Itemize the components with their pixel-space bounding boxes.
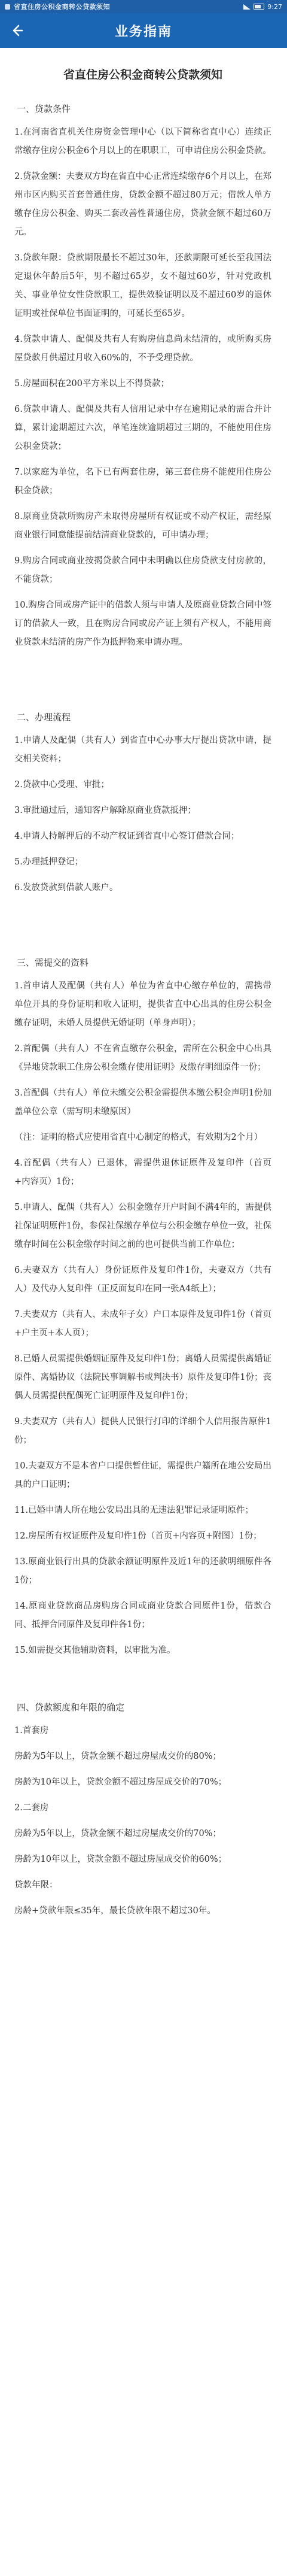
paragraph: 3.审批通过后，通知客户解除原商业贷款抵押； xyxy=(14,806,196,815)
paragraph: 13.原商业银行出具的贷款余额证明原件及近1年的还款明细原件各1份； xyxy=(14,1557,271,1585)
paragraph: 房龄为10年以上，贷款金额不超过房屋成交价的60%； xyxy=(14,1855,227,1864)
paragraph: 4.申请人持解押后的不动产权证到省直中心签订借款合同； xyxy=(14,832,240,841)
section-heading: 三、需提交的资料 xyxy=(17,957,89,968)
paragraph: 房龄+贷款年限≤35年，最长贷款年限不超过30年。 xyxy=(14,1906,216,1916)
battery-icon xyxy=(254,4,264,10)
paragraph: 4.贷款申请人、配偶及共有人有购房信息尚未结清的，或所购买房屋贷款月供超过月收入60%的，不予受理贷款。 xyxy=(14,335,271,363)
paragraph: 15.如需提交其他辅助资料，以审批为准。 xyxy=(14,1646,176,1655)
paragraph: （注：证明的格式应使用省直中心制定的格式，有效期为2个月） xyxy=(14,1133,263,1142)
document-title: 省直住房公积金商转公贷款须知 xyxy=(63,68,222,81)
paragraph: 14.原商业贷款商品房购房合同或商业贷款合同原件1份，借款合同、抵押合同原件及复印件各1份； xyxy=(14,1601,271,1630)
section-process xyxy=(14,711,271,897)
status-bar-app-title: 省直住房公积金商转公贷款须知 xyxy=(14,3,110,11)
paragraph: 5.房屋面积在200平方米以上不得贷款； xyxy=(14,379,170,389)
paragraph: 10.夫妻双方不是本省户口提供暂住证，需提供户籍所在地公安局出具的户口证明； xyxy=(14,1461,271,1489)
paragraph: 6.发放贷款到借款人账户。 xyxy=(14,883,118,893)
section-heading: 二、办理流程 xyxy=(17,712,71,723)
paragraph: 5.办理抵押登记； xyxy=(14,857,84,867)
paragraph: 房龄为5年以上，贷款金额不超过房屋成交价的80%； xyxy=(14,1752,221,1761)
paragraph: 7.以家庭为单位，名下已有两套住房，第三套住房不能使用住房公积金贷款； xyxy=(14,468,271,496)
paragraph: 4.首配偶（共有人）已退休，需提供退休证原件及复印件（首页+内容页）1份； xyxy=(14,1158,271,1187)
paragraph: 5.申请人、配偶（共有人）公积金缴存开户时间不满4年的，需提供社保证明原件1份，参保社保缴存单位与公积金缴存单位一致，社保缴存时间在公积金缴存时间之前的也可提供当前工作单位； xyxy=(14,1203,271,1249)
section-heading: 四、贷款额度和年限的确定 xyxy=(17,1702,125,1713)
app-notification-icon xyxy=(5,4,10,10)
paragraph: 2.贷款中心受理、审批； xyxy=(14,780,109,790)
paragraph: 1.首申请人及配偶（共有人）单位为省直中心缴存单位的，需携带单位开具的身份证明和收入证明，提供省直中心出具的住房公积金缴存证明，未婚人员提供无婚证明（单身声明）； xyxy=(14,981,271,1028)
status-bar-right xyxy=(243,3,282,11)
paragraph: 房龄为5年以上，贷款金额不超过房屋成交价的70%； xyxy=(14,1829,221,1838)
section-materials xyxy=(14,956,271,1660)
paragraph: 贷款年限： xyxy=(14,1880,58,1890)
section-heading: 一、贷款条件 xyxy=(17,104,71,114)
nav-bar xyxy=(0,13,287,48)
status-bar-left xyxy=(5,2,110,11)
arrow-left-icon[interactable] xyxy=(8,22,25,39)
paragraph: 2.二套房 xyxy=(14,1803,49,1813)
paragraph: 11.已婚申请人所在地公安局出具的无违法犯罪记录证明原件； xyxy=(14,1506,254,1515)
paragraph: 1.在河南省直机关住房资金管理中心（以下简称省直中心）连续正常缴存住房公积金6个月以上的在职职工，可申请住房公积金贷款。 xyxy=(14,128,271,156)
paragraph: 6.夫妻双方（共有人）身份证原件及复印件1份，夫妻双方（共有人）及代办人复印件（正反面复印在同一张A4纸上）； xyxy=(14,1266,271,1294)
paragraph: 6.贷款申请人、配偶及共有人信用记录中存在逾期记录的需合并计算，累计逾期超过六次，单笔连续逾期超过三期的，不能使用住房公积金贷款； xyxy=(14,405,271,451)
paragraph: 12.房屋所有权证原件及复印件1份（首页+内容页+附图）1份； xyxy=(14,1531,262,1541)
paragraph: 10.购房合同或房产证中的借款人须与申请人及原商业贷款合同中签订的借款人一致，且在购房合同或房产证上须有产权人，不能用商业贷款未结清的房产作为抵押物来申请办理。 xyxy=(14,600,271,647)
status-bar-time: 9:27 xyxy=(267,2,282,11)
nav-title: 业务指南 xyxy=(114,24,172,40)
paragraph: 1.首套房 xyxy=(14,1726,49,1735)
document-body xyxy=(0,66,287,1920)
paragraph: 8.已婚人员需提供婚姻证原件及复印件1份；离婚人员需提供离婚证原件、离婚协议（法院民事调解书或判决书）原件及复印件1份；丧偶人员需提供配偶死亡证明原件及复印件1份； xyxy=(14,1354,271,1401)
paragraph: 7.夫妻双方（共有人、未成年子女）户口本原件及复印件1份（首页+户主页+本人页）； xyxy=(14,1310,271,1338)
paragraph: 3.贷款年限：贷款期限最长不超过30年，还款期限可延长至我国法定退休年龄后5年，男不超过65岁，女不超过60岁，针对党政机关、事业单位女性贷款职工，提供效验证明以及不超过60岁的退休证明或社保单位书面证明的，可延长至65岁。 xyxy=(14,253,271,318)
arrow-left-icon-svg xyxy=(10,24,23,37)
paragraph: 9.购房合同或商业按揭贷款合同中未明确以住房贷款支付房款的，不能贷款； xyxy=(14,556,271,584)
status-bar xyxy=(0,0,287,13)
signal-icon xyxy=(243,4,251,10)
paragraph: 2.贷款金额：夫妻双方均在省直中心正常连续缴存6个月以上，在郑州市区内购买首套普通住房，贷款金额不超过80万元；借款人单方缴存住房公积金、购买二套改善性普通住房，贷款金额不超过60万元。 xyxy=(14,172,271,237)
section-amount-term xyxy=(14,1701,271,1920)
section-conditions xyxy=(14,102,271,652)
paragraph: 房龄为10年以上，贷款金额不超过房屋成交价的70%； xyxy=(14,1777,227,1787)
paragraph: 1.申请人及配偶（共有人）到省直中心办事大厅提出贷款申请，提交相关资料； xyxy=(14,736,271,764)
paragraph: 8.原商业贷款所购房产未取得房屋所有权证或不动产权证，需经原商业银行同意能提前结清商业贷款的，可申请办理； xyxy=(14,512,271,540)
paragraph: 9.夫妻双方（共有人）提供人民银行打印的详细个人信用报告原件1份； xyxy=(14,1417,271,1445)
paragraph: 3.首配偶（共有人）单位未缴交公积金需提供本缴公积金声明1份加盖单位公章（需写明未缴原因） xyxy=(14,1088,271,1116)
paragraph: 2.首配偶（共有人）不在省直缴存公积金，需所在公积金中心出具《异地贷款职工住房公积金缴存使用证明》及缴存明细原件一份； xyxy=(14,1044,271,1072)
